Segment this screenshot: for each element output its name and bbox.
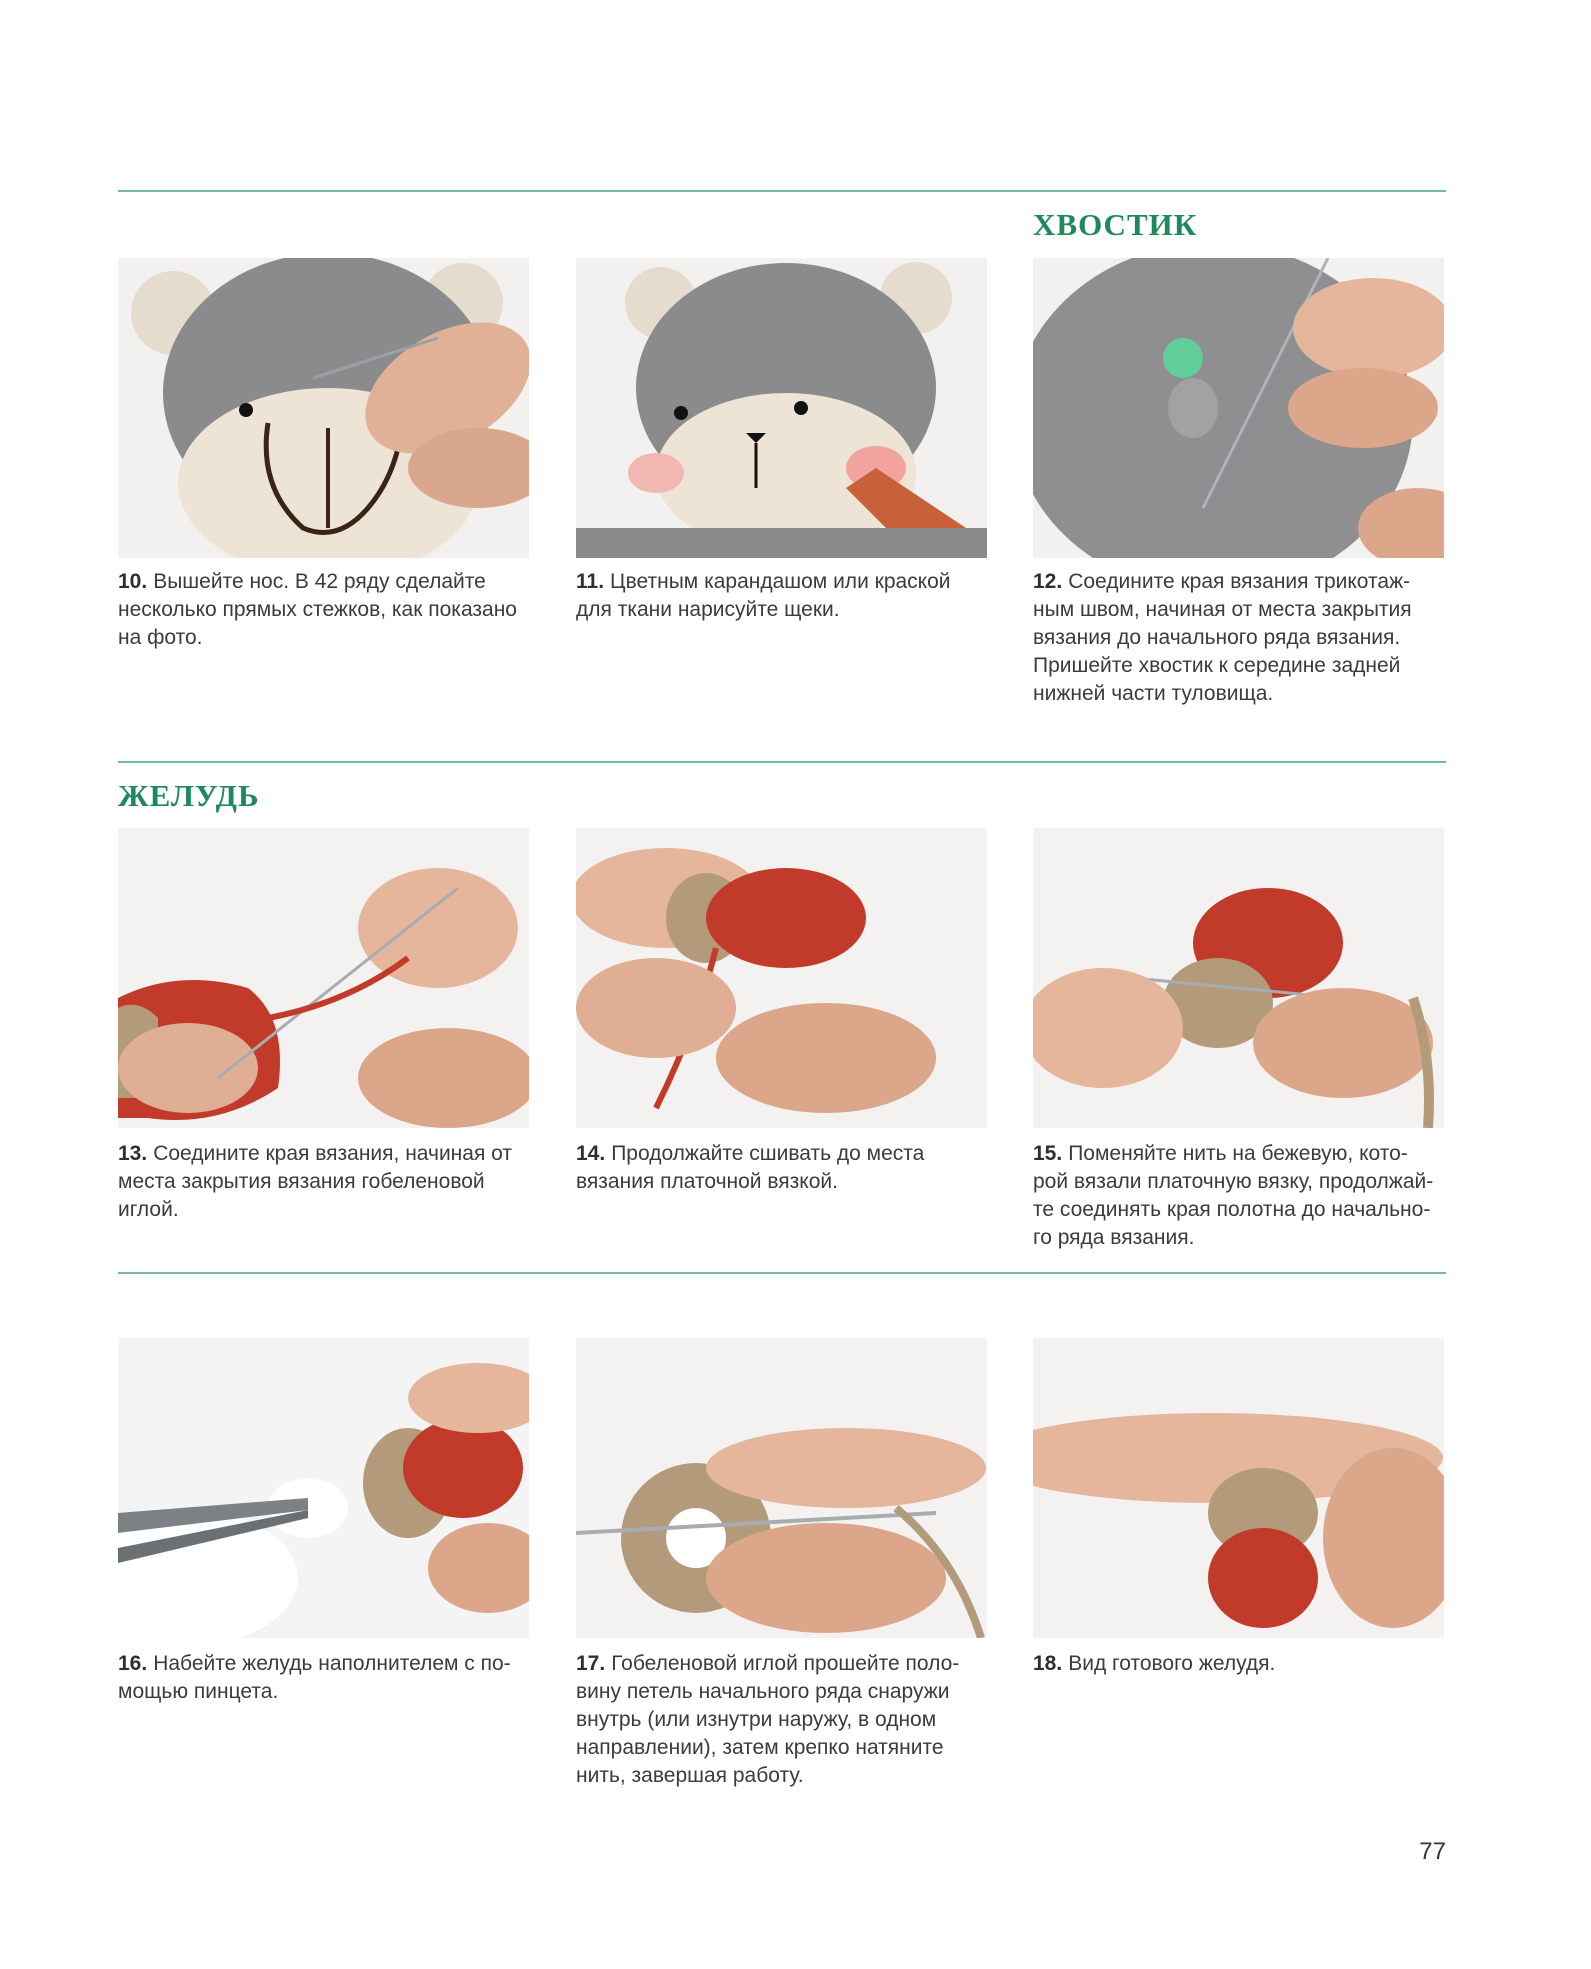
step-12-text: Соедините края вязания трикотаж-ным швом, начиная от места закрытия вязания до начального ряда вязания. Пришейте хвостик к середине задней нижней части туловища. xyxy=(1033,570,1412,705)
step-16-photo xyxy=(118,1338,529,1638)
step-13-photo xyxy=(118,828,529,1128)
step-12-photo xyxy=(1033,258,1444,558)
step-10-photo xyxy=(118,258,529,558)
step-13-caption xyxy=(118,1140,528,1224)
step-15-text: Поменяйте нить на бежевую, кото-рой вязали платочную вязку, продолжай-те соединять края полотна до начально-го ряда вязания. xyxy=(1033,1142,1434,1249)
step-14-number: 14. xyxy=(576,1142,606,1165)
step-10-text: Вышейте нос. В 42 ряду сделайте несколько прямых стежков, как показано на фото. xyxy=(118,570,517,649)
step-10-caption xyxy=(118,568,538,652)
top-rule xyxy=(118,190,1446,192)
step-18-photo xyxy=(1033,1338,1444,1638)
step-14-photo xyxy=(576,828,987,1128)
step-11-caption xyxy=(576,568,986,624)
step-15-number: 15. xyxy=(1033,1142,1063,1165)
step-18-number: 18. xyxy=(1033,1652,1063,1675)
step-16-number: 16. xyxy=(118,1652,148,1675)
step-11-text: Цветным карандашом или краской для ткани нарисуйте щеки. xyxy=(576,570,951,621)
step-13-number: 13. xyxy=(118,1142,148,1165)
step-12-caption xyxy=(1033,568,1433,708)
step-17-caption xyxy=(576,1650,981,1790)
step-18-caption xyxy=(1033,1650,1433,1678)
step-14-caption xyxy=(576,1140,976,1196)
step-17-number: 17. xyxy=(576,1652,606,1675)
step-13-text: Соедините края вязания, начиная от места закрытия вязания гобеленовой иглой. xyxy=(118,1142,512,1221)
step-11-photo xyxy=(576,258,987,558)
step-16-text: Набейте желудь наполнителем с по-мощью пинцета. xyxy=(118,1652,511,1703)
step-15-photo xyxy=(1033,828,1444,1128)
acorn-section-rule xyxy=(118,761,1446,763)
step-10-number: 10. xyxy=(118,570,148,593)
step-18-text: Вид готового желудя. xyxy=(1068,1652,1276,1675)
step-12-number: 12. xyxy=(1033,570,1063,593)
step-16-caption xyxy=(118,1650,528,1706)
acorn-section-title: ЖЕЛУДЬ xyxy=(118,778,260,813)
tail-section-title: ХВОСТИК xyxy=(1033,207,1198,242)
bottom-section-rule xyxy=(118,1272,1446,1274)
page-number: 77 xyxy=(1419,1838,1446,1865)
step-17-text: Гобеленовой иглой прошейте поло-вину петель начального ряда снаружи внутрь (или изнутри наружу, в одном направлении), затем крепко натяните нить, завершая работу. xyxy=(576,1652,960,1787)
step-15-caption xyxy=(1033,1140,1438,1252)
step-14-text: Продолжайте сшивать до места вязания платочной вязкой. xyxy=(576,1142,925,1193)
step-11-number: 11. xyxy=(576,570,605,593)
step-17-photo xyxy=(576,1338,987,1638)
